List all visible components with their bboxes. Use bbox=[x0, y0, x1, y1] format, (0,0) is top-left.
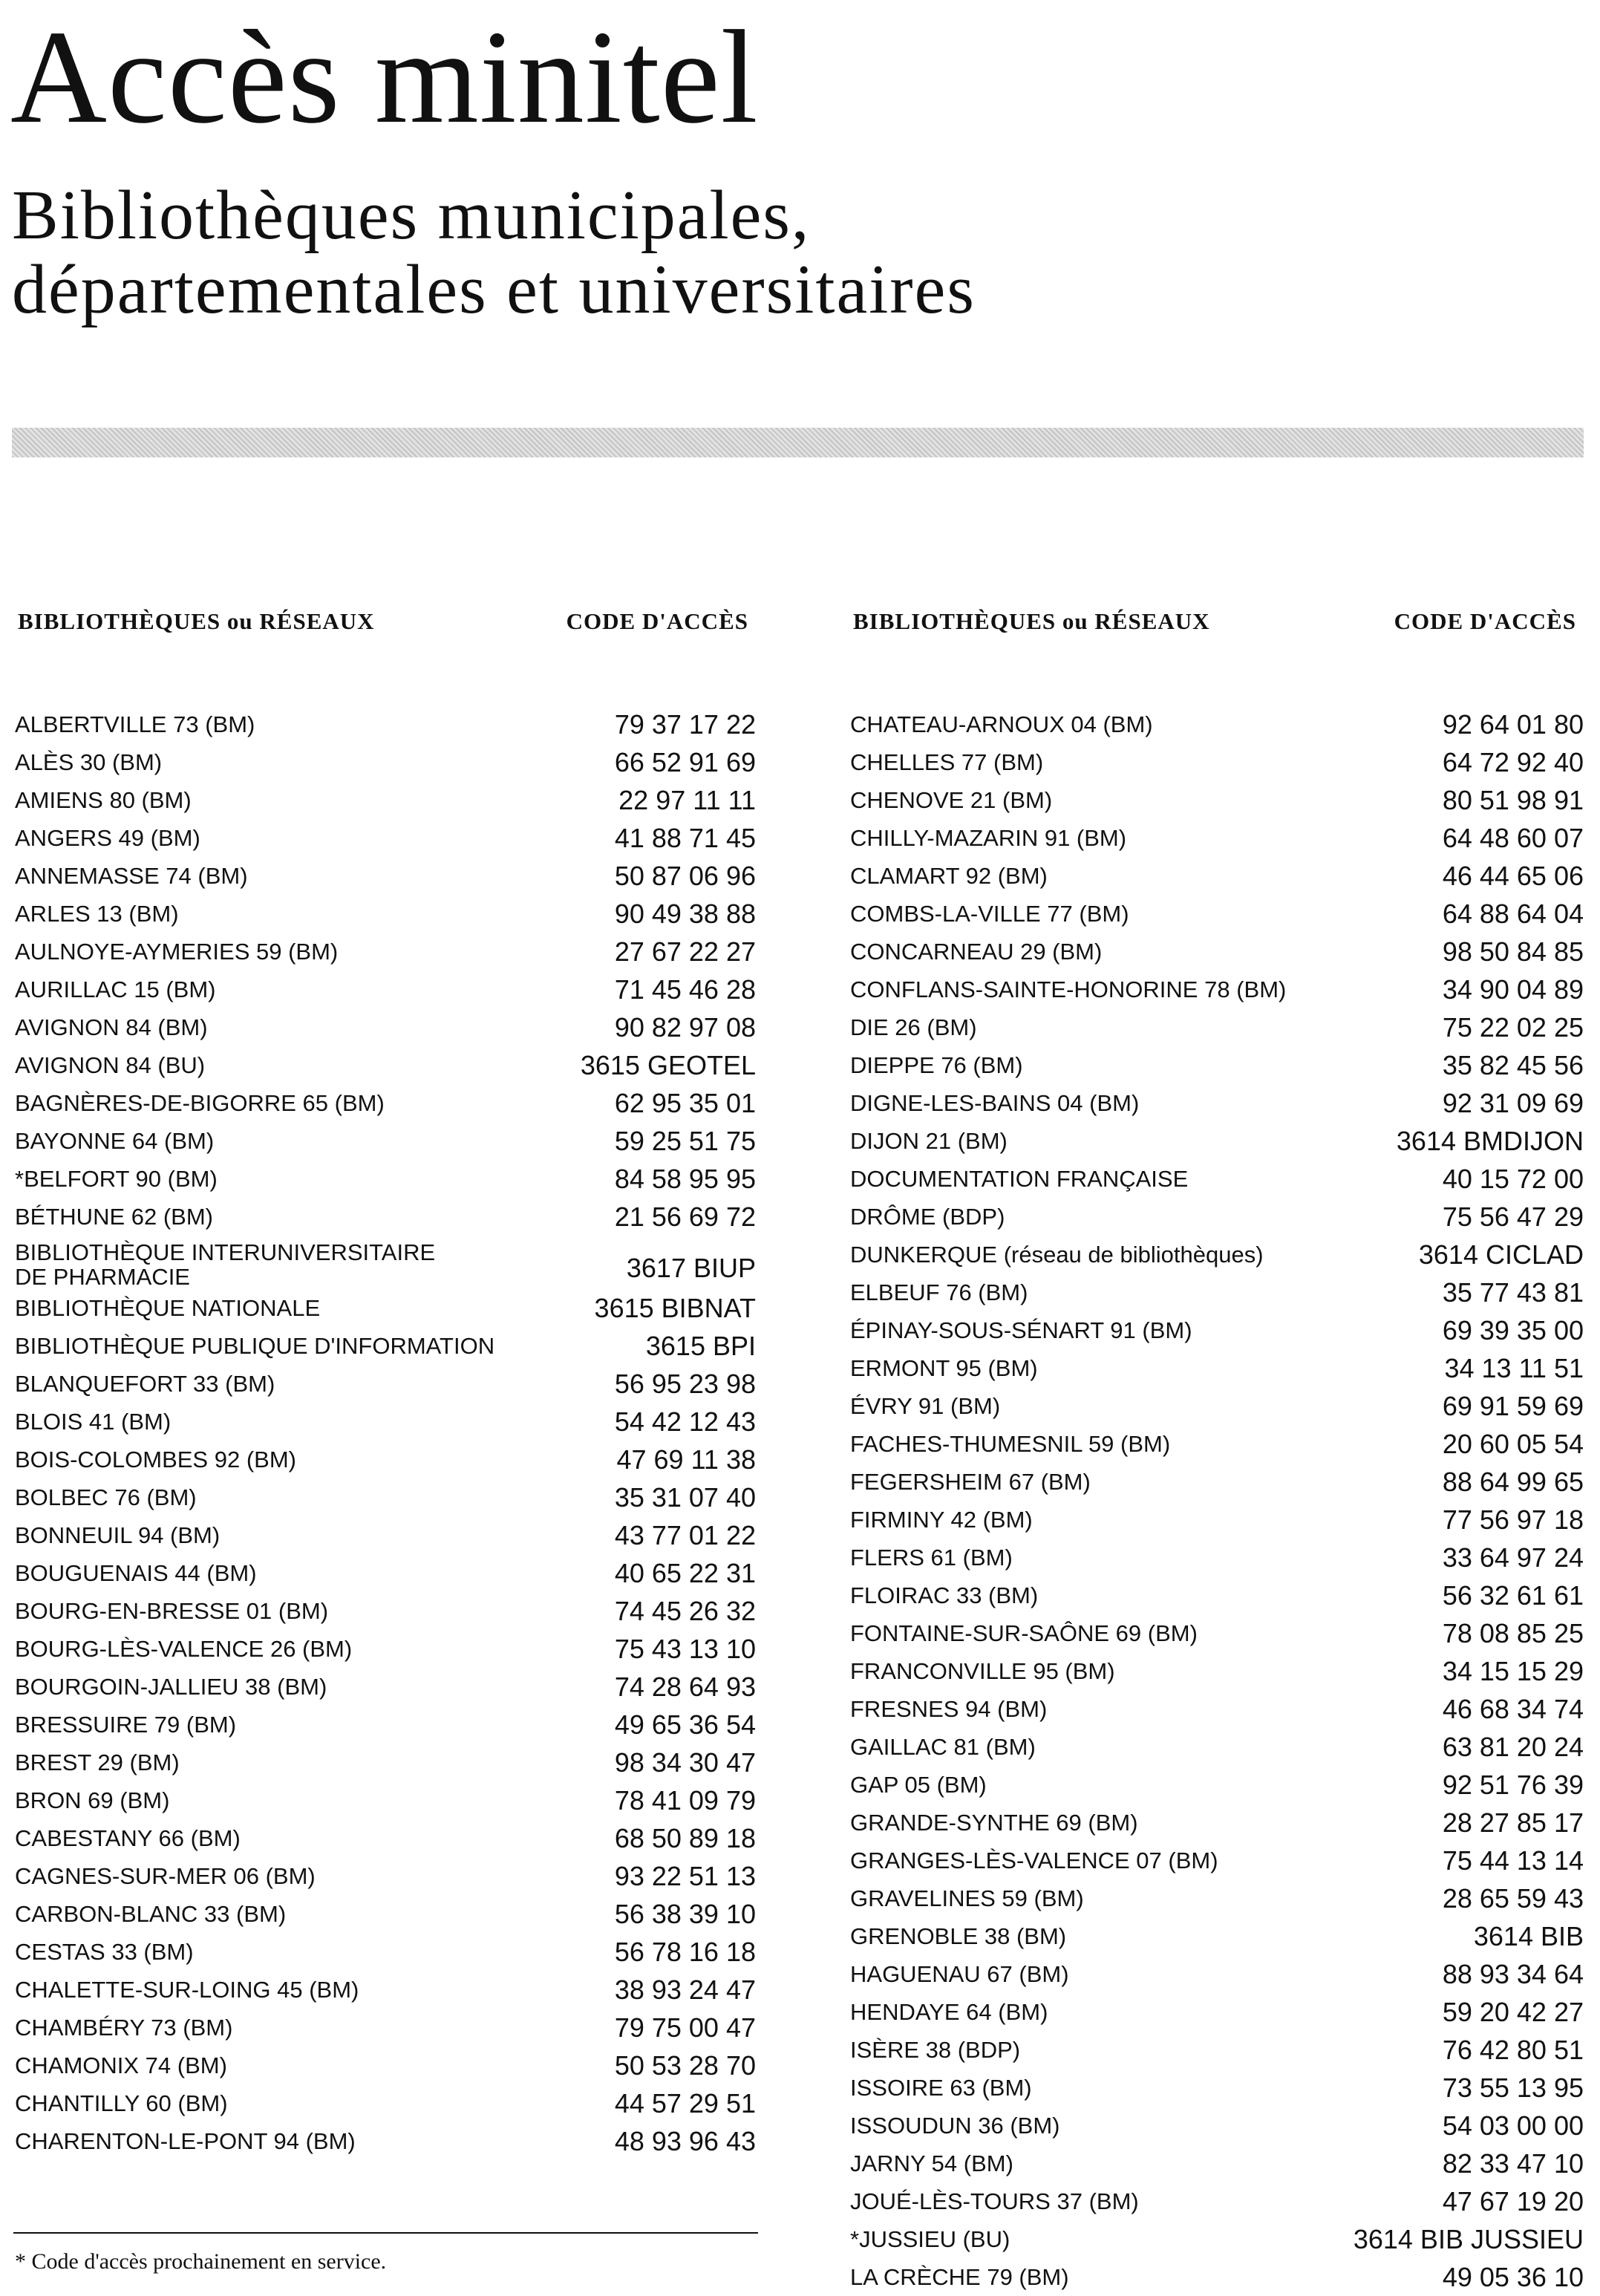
library-name: DUNKERQUE (réseau de bibliothèques) bbox=[850, 1242, 1264, 1268]
subtitle-line-2: départementales et universitaires bbox=[12, 251, 976, 328]
access-code: 38 93 24 47 bbox=[614, 1974, 756, 2005]
library-name: ALÈS 30 (BM) bbox=[15, 749, 163, 775]
access-code: 75 43 13 10 bbox=[614, 1634, 756, 1664]
table-row bbox=[13, 819, 756, 857]
decorative-shaded-band bbox=[12, 428, 1584, 457]
access-code: 88 64 99 65 bbox=[1442, 1467, 1584, 1497]
table-row bbox=[13, 1365, 756, 1403]
table-row bbox=[849, 819, 1584, 857]
access-code: 80 51 98 91 bbox=[1442, 785, 1584, 815]
library-name: GRAVELINES 59 (BM) bbox=[850, 1885, 1084, 1911]
access-code: 92 31 09 69 bbox=[1442, 1088, 1584, 1118]
access-code: 98 50 84 85 bbox=[1442, 936, 1584, 967]
access-code: 3614 BMDIJON bbox=[1396, 1126, 1584, 1156]
library-name: AURILLAC 15 (BM) bbox=[15, 976, 216, 1002]
access-code: 64 48 60 07 bbox=[1442, 823, 1584, 853]
header-libraries: BIBLIOTHÈQUES ou RÉSEAUX bbox=[18, 608, 375, 634]
library-name: GAP 05 (BM) bbox=[850, 1772, 987, 1798]
table-row bbox=[13, 1478, 756, 1516]
library-name: FRESNES 94 (BM) bbox=[850, 1696, 1048, 1722]
table-row bbox=[849, 1273, 1584, 1311]
table-row bbox=[849, 1349, 1584, 1387]
table-row bbox=[849, 2182, 1584, 2220]
access-code: 90 49 38 88 bbox=[614, 898, 756, 929]
access-code: 35 31 07 40 bbox=[614, 1482, 756, 1513]
library-name: BIBLIOTHÈQUE INTERUNIVERSITAIRE DE PHARMACIE bbox=[15, 1239, 436, 1290]
access-code: 93 22 51 13 bbox=[614, 1861, 756, 1891]
table-row bbox=[849, 1160, 1584, 1198]
library-name: FACHES-THUMESNIL 59 (BM) bbox=[850, 1431, 1171, 1457]
table-row bbox=[13, 1327, 756, 1365]
access-code: 3615 BIBNAT bbox=[594, 1293, 756, 1323]
library-name: BIBLIOTHÈQUE PUBLIQUE D'INFORMATION bbox=[15, 1333, 495, 1359]
table-row bbox=[849, 2258, 1584, 2296]
library-name: BAGNÈRES-DE-BIGORRE 65 (BM) bbox=[15, 1090, 385, 1116]
library-name: HENDAYE 64 (BM) bbox=[850, 1999, 1048, 2025]
library-name: BIBLIOTHÈQUE NATIONALE bbox=[15, 1295, 321, 1321]
library-name: BRON 69 (BM) bbox=[15, 1787, 170, 1813]
access-code: 98 34 30 47 bbox=[614, 1747, 756, 1778]
library-name: CHALETTE-SUR-LOING 45 (BM) bbox=[15, 1977, 359, 2003]
library-name: JARNY 54 (BM) bbox=[850, 2150, 1013, 2176]
table-row bbox=[849, 1122, 1584, 1160]
table-row bbox=[13, 971, 756, 1008]
header-libraries: BIBLIOTHÈQUES ou RÉSEAUX bbox=[853, 608, 1210, 634]
table-row bbox=[849, 971, 1584, 1008]
table-row bbox=[13, 1744, 756, 1781]
library-name: ANGERS 49 (BM) bbox=[15, 825, 200, 851]
access-code: 56 38 39 10 bbox=[614, 1899, 756, 1929]
access-code: 46 44 65 06 bbox=[1442, 861, 1584, 891]
access-code: 34 13 11 51 bbox=[1444, 1353, 1584, 1383]
table-row bbox=[13, 1857, 756, 1895]
directory-list-right bbox=[849, 705, 1584, 2296]
page-subtitle bbox=[12, 178, 976, 327]
table-row bbox=[849, 2220, 1584, 2258]
access-code: 47 67 19 20 bbox=[1442, 2186, 1584, 2217]
library-name: COMBS-LA-VILLE 77 (BM) bbox=[850, 901, 1129, 927]
library-name: AVIGNON 84 (BM) bbox=[15, 1014, 208, 1040]
table-row bbox=[13, 1441, 756, 1478]
table-row bbox=[849, 1084, 1584, 1122]
table-row bbox=[849, 1463, 1584, 1501]
library-name: DIEPPE 76 (BM) bbox=[850, 1052, 1023, 1078]
library-name: ERMONT 95 (BM) bbox=[850, 1355, 1038, 1381]
access-code: 48 93 96 43 bbox=[614, 2126, 756, 2156]
table-row bbox=[13, 1198, 756, 1236]
library-name: BOURG-LÈS-VALENCE 26 (BM) bbox=[15, 1636, 353, 1662]
table-row bbox=[849, 1198, 1584, 1236]
table-row bbox=[849, 2031, 1584, 2069]
access-code: 40 65 22 31 bbox=[614, 1558, 756, 1588]
table-row bbox=[13, 705, 756, 743]
access-code: 77 56 97 18 bbox=[1442, 1504, 1584, 1535]
library-name: BOURG-EN-BRESSE 01 (BM) bbox=[15, 1598, 329, 1624]
table-row bbox=[849, 857, 1584, 895]
library-name: BLOIS 41 (BM) bbox=[15, 1409, 172, 1435]
library-name: BÉTHUNE 62 (BM) bbox=[15, 1204, 213, 1230]
library-name: FONTAINE-SUR-SAÔNE 69 (BM) bbox=[850, 1620, 1198, 1646]
library-name: ISSOIRE 63 (BM) bbox=[850, 2075, 1032, 2101]
table-row bbox=[849, 1501, 1584, 1539]
table-row bbox=[13, 1084, 756, 1122]
access-code: 88 93 34 64 bbox=[1442, 1959, 1584, 1989]
table-row bbox=[849, 1917, 1584, 1955]
access-code: 27 67 22 27 bbox=[614, 936, 756, 967]
access-code: 3614 CICLAD bbox=[1418, 1239, 1584, 1270]
footnote-divider bbox=[13, 2232, 758, 2234]
access-code: 73 55 13 95 bbox=[1442, 2072, 1584, 2103]
library-name: DOCUMENTATION FRANÇAISE bbox=[850, 1166, 1189, 1192]
page-title: Accès minitel bbox=[10, 3, 759, 151]
access-code: 3615 BPI bbox=[645, 1331, 756, 1361]
access-code: 35 82 45 56 bbox=[1442, 1050, 1584, 1080]
directory-column-right bbox=[849, 603, 1584, 2296]
table-row bbox=[13, 1516, 756, 1554]
table-row bbox=[849, 1387, 1584, 1425]
table-row bbox=[849, 1236, 1584, 1273]
library-name: FIRMINY 42 (BM) bbox=[850, 1507, 1033, 1533]
column-header bbox=[13, 603, 756, 640]
access-code: 50 53 28 70 bbox=[614, 2050, 756, 2081]
library-name: CHAMBÉRY 73 (BM) bbox=[15, 2015, 233, 2041]
library-name: DIGNE-LES-BAINS 04 (BM) bbox=[850, 1090, 1140, 1116]
access-code: 35 77 43 81 bbox=[1442, 1277, 1584, 1308]
table-row bbox=[849, 933, 1584, 971]
library-name: BOLBEC 76 (BM) bbox=[15, 1484, 197, 1510]
table-row bbox=[849, 1842, 1584, 1879]
table-row bbox=[849, 2107, 1584, 2145]
access-code: 43 77 01 22 bbox=[614, 1520, 756, 1550]
access-code: 28 65 59 43 bbox=[1442, 1883, 1584, 1914]
library-name: LA CRÈCHE 79 (BM) bbox=[850, 2264, 1069, 2290]
table-row bbox=[849, 1425, 1584, 1463]
access-code: 68 50 89 18 bbox=[614, 1823, 756, 1853]
access-code: 49 65 36 54 bbox=[614, 1709, 756, 1740]
table-row bbox=[13, 2084, 756, 2122]
library-name: BREST 29 (BM) bbox=[15, 1749, 180, 1775]
table-row bbox=[849, 2145, 1584, 2182]
table-row bbox=[13, 1008, 756, 1046]
access-code: 33 64 97 24 bbox=[1442, 1542, 1584, 1573]
access-code: 79 37 17 22 bbox=[614, 709, 756, 740]
library-name: BRESSUIRE 79 (BM) bbox=[15, 1712, 237, 1738]
table-row bbox=[13, 1554, 756, 1592]
library-name: HAGUENAU 67 (BM) bbox=[850, 1961, 1069, 1987]
library-name: BOIS-COLOMBES 92 (BM) bbox=[15, 1447, 296, 1472]
table-row bbox=[13, 1630, 756, 1668]
library-name: CHATEAU-ARNOUX 04 (BM) bbox=[850, 711, 1153, 737]
library-name: CHELLES 77 (BM) bbox=[850, 749, 1044, 775]
library-name: CHENOVE 21 (BM) bbox=[850, 787, 1053, 813]
table-row bbox=[13, 2046, 756, 2084]
table-row bbox=[849, 1766, 1584, 1804]
library-name: BONNEUIL 94 (BM) bbox=[15, 1522, 221, 1548]
access-code: 59 25 51 75 bbox=[614, 1126, 756, 1156]
table-row bbox=[13, 2009, 756, 2046]
access-code: 74 28 64 93 bbox=[614, 1672, 756, 1702]
library-name: *JUSSIEU (BU) bbox=[850, 2226, 1010, 2252]
library-name: GAILLAC 81 (BM) bbox=[850, 1734, 1036, 1760]
access-code: 22 97 11 11 bbox=[618, 785, 756, 815]
access-code: 74 45 26 32 bbox=[614, 1596, 756, 1626]
library-name: GRANDE-SYNTHE 69 (BM) bbox=[850, 1810, 1138, 1836]
access-code: 69 39 35 00 bbox=[1442, 1315, 1584, 1346]
library-name: AULNOYE-AYMERIES 59 (BM) bbox=[15, 939, 339, 965]
library-name: CHANTILLY 60 (BM) bbox=[15, 2090, 228, 2116]
access-code: 78 41 09 79 bbox=[614, 1785, 756, 1816]
library-name: DIE 26 (BM) bbox=[850, 1014, 977, 1040]
library-name: BLANQUEFORT 33 (BM) bbox=[15, 1371, 275, 1397]
access-code: 49 05 36 10 bbox=[1442, 2262, 1584, 2292]
table-row bbox=[13, 1706, 756, 1744]
library-name: AVIGNON 84 (BU) bbox=[15, 1052, 206, 1078]
table-row bbox=[13, 1122, 756, 1160]
access-code: 76 42 80 51 bbox=[1442, 2035, 1584, 2065]
access-code: 79 75 00 47 bbox=[614, 2012, 756, 2043]
table-row bbox=[13, 1819, 756, 1857]
table-row bbox=[13, 1236, 756, 1289]
access-code: 66 52 91 69 bbox=[614, 747, 756, 777]
library-name: FEGERSHEIM 67 (BM) bbox=[850, 1469, 1091, 1495]
library-name: BAYONNE 64 (BM) bbox=[15, 1128, 215, 1154]
library-name: AMIENS 80 (BM) bbox=[15, 787, 192, 813]
access-code: 75 56 47 29 bbox=[1442, 1201, 1584, 1232]
header-access-code: CODE D'ACCÈS bbox=[566, 608, 748, 634]
library-name: GRANGES-LÈS-VALENCE 07 (BM) bbox=[850, 1847, 1218, 1873]
library-name: ELBEUF 76 (BM) bbox=[850, 1279, 1028, 1305]
footnote: * Code d'accès prochainement en service. bbox=[15, 2249, 387, 2274]
table-row bbox=[849, 705, 1584, 743]
access-code: 3614 BIB JUSSIEU bbox=[1353, 2224, 1584, 2254]
access-code: 64 88 64 04 bbox=[1442, 898, 1584, 929]
table-row bbox=[13, 1046, 756, 1084]
table-row bbox=[13, 1933, 756, 1971]
library-name: ALBERTVILLE 73 (BM) bbox=[15, 711, 255, 737]
library-name: ISSOUDUN 36 (BM) bbox=[850, 2113, 1060, 2139]
access-code: 3614 BIB bbox=[1473, 1921, 1584, 1951]
table-row bbox=[13, 1160, 756, 1198]
library-name: ISÈRE 38 (BDP) bbox=[850, 2037, 1021, 2063]
library-name: CAGNES-SUR-MER 06 (BM) bbox=[15, 1863, 316, 1889]
library-name: CONFLANS-SAINTE-HONORINE 78 (BM) bbox=[850, 976, 1287, 1002]
table-row bbox=[849, 1539, 1584, 1576]
library-name: CABESTANY 66 (BM) bbox=[15, 1825, 241, 1851]
table-row bbox=[13, 1289, 756, 1327]
access-code: 40 15 72 00 bbox=[1442, 1164, 1584, 1194]
access-code: 54 03 00 00 bbox=[1442, 2110, 1584, 2141]
access-code: 63 81 20 24 bbox=[1442, 1732, 1584, 1762]
library-name: ARLES 13 (BM) bbox=[15, 901, 179, 927]
library-name: CARBON-BLANC 33 (BM) bbox=[15, 1901, 287, 1927]
library-name: BOURGOIN-JALLIEU 38 (BM) bbox=[15, 1674, 327, 1700]
access-code: 82 33 47 10 bbox=[1442, 2148, 1584, 2179]
table-row bbox=[849, 781, 1584, 819]
access-code: 69 91 59 69 bbox=[1442, 1391, 1584, 1421]
table-row bbox=[849, 1008, 1584, 1046]
library-name: ÉVRY 91 (BM) bbox=[850, 1393, 1001, 1419]
table-row bbox=[849, 1576, 1584, 1614]
access-code: 34 90 04 89 bbox=[1442, 974, 1584, 1005]
library-name: ÉPINAY-SOUS-SÉNART 91 (BM) bbox=[850, 1317, 1192, 1343]
access-code: 44 57 29 51 bbox=[614, 2088, 756, 2119]
library-name: ANNEMASSE 74 (BM) bbox=[15, 863, 248, 889]
table-row bbox=[849, 1046, 1584, 1084]
library-name: *BELFORT 90 (BM) bbox=[15, 1166, 218, 1192]
table-row bbox=[13, 1971, 756, 2009]
table-row bbox=[849, 1311, 1584, 1349]
access-code: 50 87 06 96 bbox=[614, 861, 756, 891]
table-row bbox=[13, 1668, 756, 1706]
access-code: 59 20 42 27 bbox=[1442, 1997, 1584, 2027]
access-code: 92 64 01 80 bbox=[1442, 709, 1584, 740]
table-row bbox=[849, 1728, 1584, 1766]
header-access-code: CODE D'ACCÈS bbox=[1394, 608, 1576, 634]
table-row bbox=[849, 1652, 1584, 1690]
table-row bbox=[13, 743, 756, 781]
table-row bbox=[849, 1879, 1584, 1917]
library-name: JOUÉ-LÈS-TOURS 37 (BM) bbox=[850, 2188, 1139, 2214]
access-code: 92 51 76 39 bbox=[1442, 1770, 1584, 1800]
library-name: FLOIRAC 33 (BM) bbox=[850, 1582, 1039, 1608]
library-name: DRÔME (BDP) bbox=[850, 1204, 1005, 1230]
table-row bbox=[849, 743, 1584, 781]
library-name: CLAMART 92 (BM) bbox=[850, 863, 1048, 889]
access-code: 47 69 11 38 bbox=[616, 1444, 756, 1475]
table-row bbox=[849, 1804, 1584, 1842]
table-row bbox=[849, 1993, 1584, 2031]
table-row bbox=[13, 1895, 756, 1933]
access-code: 56 32 61 61 bbox=[1442, 1580, 1584, 1611]
access-code: 28 27 85 17 bbox=[1442, 1807, 1584, 1838]
table-row bbox=[849, 895, 1584, 933]
table-row bbox=[13, 933, 756, 971]
library-name: DIJON 21 (BM) bbox=[850, 1128, 1008, 1154]
access-code: 62 95 35 01 bbox=[614, 1088, 756, 1118]
subtitle-line-1: Bibliothèques municipales, bbox=[12, 177, 811, 254]
access-code: 71 45 46 28 bbox=[614, 974, 756, 1005]
table-row bbox=[13, 1781, 756, 1819]
table-row bbox=[13, 2122, 756, 2160]
access-code: 21 56 69 72 bbox=[614, 1201, 756, 1232]
table-row bbox=[13, 1403, 756, 1441]
access-code: 75 22 02 25 bbox=[1442, 1012, 1584, 1043]
access-code: 84 58 95 95 bbox=[614, 1164, 756, 1194]
table-row bbox=[13, 1592, 756, 1630]
library-name: CHILLY-MAZARIN 91 (BM) bbox=[850, 825, 1127, 851]
library-name: GRENOBLE 38 (BM) bbox=[850, 1923, 1067, 1949]
directory-column-left bbox=[13, 603, 756, 2160]
access-code: 56 78 16 18 bbox=[614, 1937, 756, 1967]
access-code: 3617 BIUP bbox=[626, 1253, 756, 1283]
access-code: 46 68 34 74 bbox=[1442, 1694, 1584, 1724]
access-code: 54 42 12 43 bbox=[614, 1406, 756, 1437]
table-row bbox=[849, 1614, 1584, 1652]
table-row bbox=[13, 781, 756, 819]
library-name: CHAMONIX 74 (BM) bbox=[15, 2052, 227, 2078]
library-name: CONCARNEAU 29 (BM) bbox=[850, 939, 1103, 965]
table-row bbox=[849, 1955, 1584, 1993]
access-code: 75 44 13 14 bbox=[1442, 1845, 1584, 1876]
access-code: 20 60 05 54 bbox=[1442, 1429, 1584, 1459]
access-code: 78 08 85 25 bbox=[1442, 1618, 1584, 1648]
access-code: 34 15 15 29 bbox=[1442, 1656, 1584, 1686]
access-code: 64 72 92 40 bbox=[1442, 747, 1584, 777]
library-name: CHARENTON-LE-PONT 94 (BM) bbox=[15, 2128, 356, 2154]
directory-list-left bbox=[13, 705, 756, 2160]
column-header bbox=[849, 603, 1584, 640]
table-row bbox=[849, 1690, 1584, 1728]
access-code: 3615 GEOTEL bbox=[580, 1050, 756, 1080]
access-code: 56 95 23 98 bbox=[614, 1369, 756, 1399]
library-name: FRANCONVILLE 95 (BM) bbox=[850, 1658, 1115, 1684]
table-row bbox=[849, 2069, 1584, 2107]
library-name: CESTAS 33 (BM) bbox=[15, 1939, 194, 1965]
library-name: BOUGUENAIS 44 (BM) bbox=[15, 1560, 257, 1586]
table-row bbox=[13, 857, 756, 895]
table-row bbox=[13, 895, 756, 933]
access-code: 41 88 71 45 bbox=[614, 823, 756, 853]
access-code: 90 82 97 08 bbox=[614, 1012, 756, 1043]
library-name: FLERS 61 (BM) bbox=[850, 1545, 1013, 1571]
